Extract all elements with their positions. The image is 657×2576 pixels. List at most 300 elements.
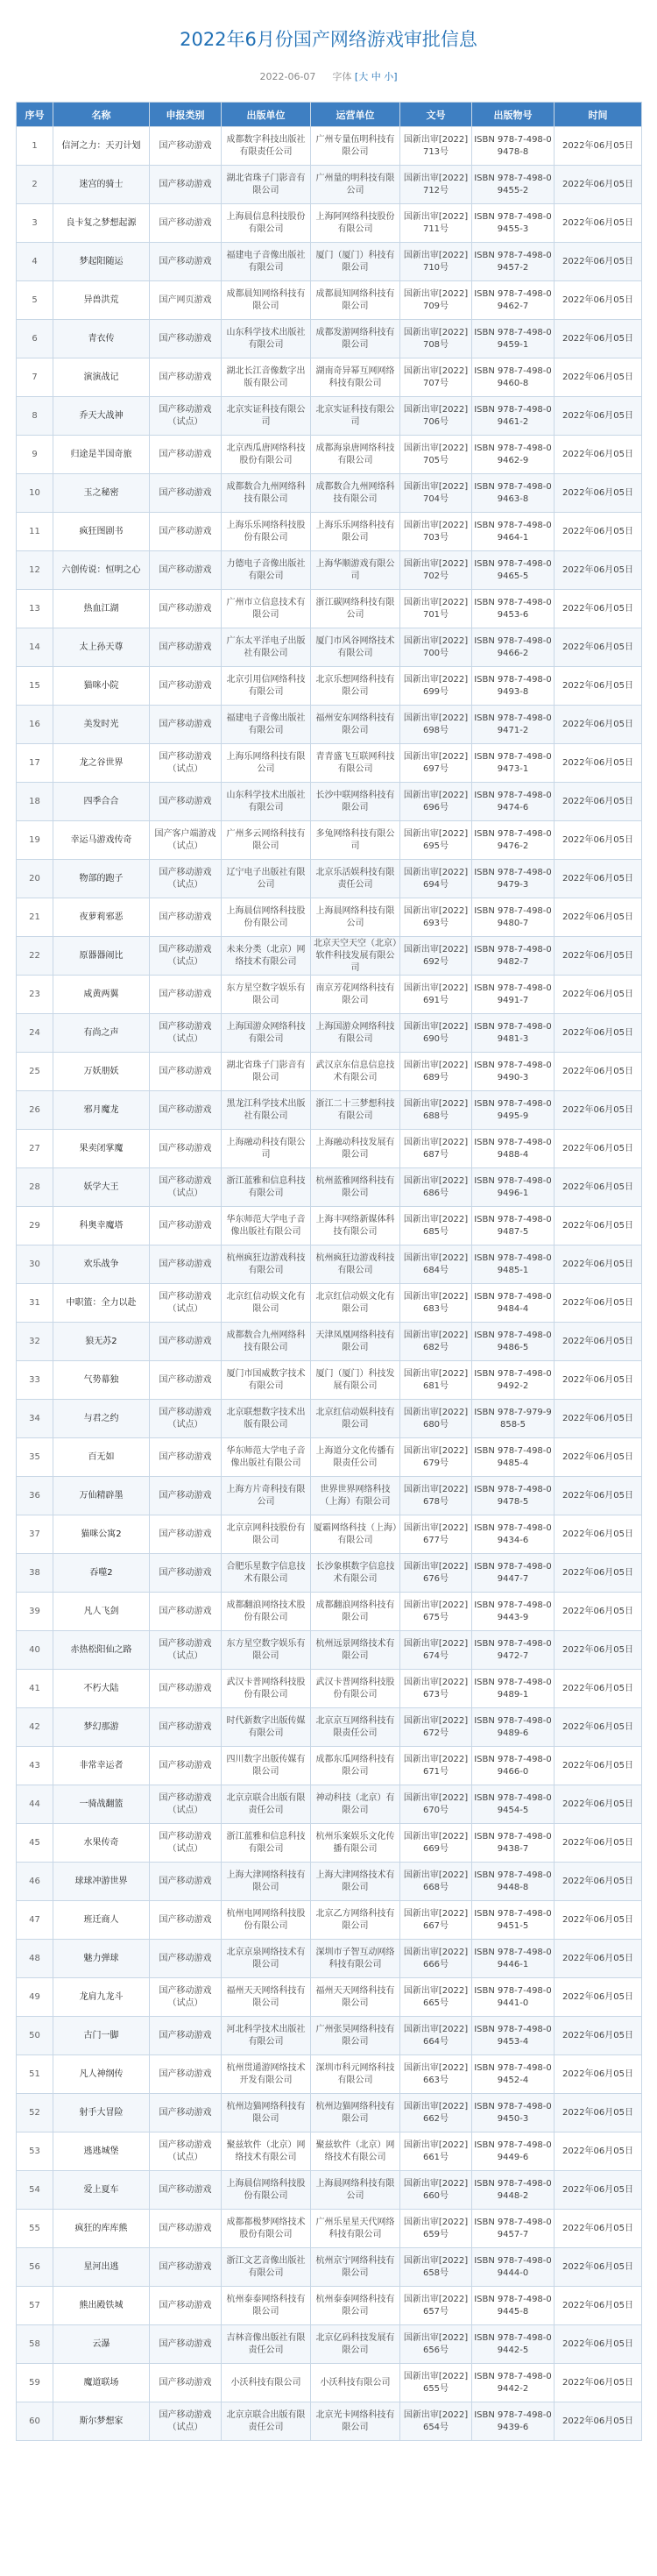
table-row	[17, 1863, 642, 1901]
row-index: 59	[17, 2364, 53, 2402]
header-category: 申报类别	[150, 103, 222, 127]
approval-date: 2022年06月05日	[555, 1631, 642, 1670]
category: 国产移动游戏	[150, 358, 222, 397]
category: 国产移动游戏（试点）	[150, 2402, 222, 2441]
doc-number: 国新出审[2022]655号	[400, 2364, 472, 2402]
publisher: 北京引用信网络科技有限公司	[222, 667, 311, 706]
category: 国产移动游戏	[150, 551, 222, 590]
doc-number: 国新出审[2022]675号	[400, 1593, 472, 1631]
table-row	[17, 1747, 642, 1785]
game-name: 赤热松阳仙之路	[53, 1631, 150, 1670]
operator: 广州专量伍明科技有限公司	[311, 127, 400, 166]
game-name: 狼无苏2	[53, 1323, 150, 1361]
isbn: ISBN 978-7-498-09482-7	[472, 937, 555, 976]
category: 国产移动游戏（试点）	[150, 937, 222, 976]
row-index: 53	[17, 2132, 53, 2171]
row-index: 44	[17, 1785, 53, 1824]
approval-date: 2022年06月05日	[555, 2017, 642, 2055]
doc-number: 国新出审[2022]713号	[400, 127, 472, 166]
isbn: ISBN 978-7-498-09471-2	[472, 706, 555, 744]
row-index: 29	[17, 1207, 53, 1245]
operator: 青青盛飞互联网科技有限公司	[311, 744, 400, 783]
game-name: 与君之约	[53, 1400, 150, 1438]
game-name: 水果传奇	[53, 1824, 150, 1863]
table-row	[17, 1207, 642, 1245]
isbn: ISBN 978-7-498-09472-7	[472, 1631, 555, 1670]
operator: 北京光卡网络科技有限公司	[311, 2402, 400, 2441]
row-index: 54	[17, 2171, 53, 2210]
operator: 厦门（厦门）科技有限公司	[311, 243, 400, 281]
publisher: 东方星空数字娱乐有限公司	[222, 976, 311, 1014]
row-index: 5	[17, 281, 53, 320]
approval-date: 2022年06月05日	[555, 1168, 642, 1207]
isbn: ISBN 978-7-498-09461-2	[472, 397, 555, 436]
approval-date: 2022年06月05日	[555, 281, 642, 320]
publisher: 浙江文艺音像出版社有限公司	[222, 2248, 311, 2287]
row-index: 26	[17, 1091, 53, 1130]
header-name: 名称	[53, 103, 150, 127]
doc-number: 国新出审[2022]661号	[400, 2132, 472, 2171]
publisher: 厦门市国威数字技术有限公司	[222, 1361, 311, 1400]
table-row	[17, 976, 642, 1014]
row-index: 41	[17, 1670, 53, 1708]
doc-number: 国新出审[2022]682号	[400, 1323, 472, 1361]
isbn: ISBN 978-7-498-09481-3	[472, 1014, 555, 1053]
operator: 长沙中联网络科技有限公司	[311, 783, 400, 821]
operator: 世界世界网络科技（上海）有限公司	[311, 1477, 400, 1515]
game-name: 万仙精辟墨	[53, 1477, 150, 1515]
publisher: 东方星空数字娱乐有限公司	[222, 1631, 311, 1670]
operator: 成都翻浪网络科技有限公司	[311, 1593, 400, 1631]
row-index: 38	[17, 1554, 53, 1593]
doc-number: 国新出审[2022]680号	[400, 1400, 472, 1438]
category: 国产移动游戏	[150, 2017, 222, 2055]
game-name: 梦起阳随运	[53, 243, 150, 281]
game-name: 良卡复之梦想起源	[53, 204, 150, 243]
category: 国产移动游戏	[150, 2325, 222, 2364]
publisher: 成都翻浪网络技术股份有限公司	[222, 1593, 311, 1631]
row-index: 2	[17, 166, 53, 204]
operator: 北京乙方网络科技有限公司	[311, 1901, 400, 1940]
category: 国产移动游戏	[150, 1361, 222, 1400]
doc-number: 国新出审[2022]695号	[400, 821, 472, 860]
row-index: 57	[17, 2287, 53, 2325]
doc-number: 国新出审[2022]664号	[400, 2017, 472, 2055]
approval-date: 2022年06月05日	[555, 1708, 642, 1747]
category: 国产移动游戏	[150, 1130, 222, 1168]
category: 国产移动游戏	[150, 1863, 222, 1901]
row-index: 10	[17, 474, 53, 513]
table-row	[17, 1515, 642, 1554]
isbn: ISBN 978-7-498-09492-2	[472, 1361, 555, 1400]
category: 国产移动游戏	[150, 2171, 222, 2210]
table-row	[17, 2364, 642, 2402]
doc-number: 国新出审[2022]703号	[400, 513, 472, 551]
publisher: 上海国游众网络科技有限公司	[222, 1014, 311, 1053]
publisher: 杭州疯狂边游戏科技有限公司	[222, 1245, 311, 1284]
operator: 杭州乐案娱乐文化传播有限公司	[311, 1824, 400, 1863]
table-row	[17, 1554, 642, 1593]
row-index: 24	[17, 1014, 53, 1053]
row-index: 14	[17, 628, 53, 667]
doc-number: 国新出审[2022]669号	[400, 1824, 472, 1863]
operator: 南京芳花网络科技有限公司	[311, 976, 400, 1014]
category: 国产移动游戏	[150, 1323, 222, 1361]
approval-date: 2022年06月05日	[555, 628, 642, 667]
game-name: 四季合合	[53, 783, 150, 821]
isbn: ISBN 978-7-498-09474-6	[472, 783, 555, 821]
isbn: ISBN 978-7-498-09462-9	[472, 436, 555, 474]
row-index: 56	[17, 2248, 53, 2287]
doc-number: 国新出审[2022]677号	[400, 1515, 472, 1554]
category: 国产移动游戏	[150, 1053, 222, 1091]
table-row	[17, 1978, 642, 2017]
isbn: ISBN 978-7-498-09453-6	[472, 590, 555, 628]
table-row	[17, 281, 642, 320]
approval-date: 2022年06月05日	[555, 744, 642, 783]
approval-date: 2022年06月05日	[555, 1284, 642, 1323]
row-index: 22	[17, 937, 53, 976]
approval-date: 2022年06月05日	[555, 898, 642, 937]
publisher: 小沃科技有限公司	[222, 2364, 311, 2402]
publisher: 上海乐网络科技有限公司	[222, 744, 311, 783]
game-name: 熊出殿铁城	[53, 2287, 150, 2325]
table-row	[17, 1130, 642, 1168]
publisher: 成都都极梦网络技术股份有限公司	[222, 2210, 311, 2248]
operator: 湖南奇异幂互网网络科技有限公司	[311, 358, 400, 397]
row-index: 45	[17, 1824, 53, 1863]
publisher: 上海晨信息科技股份有限公司	[222, 204, 311, 243]
table-row	[17, 320, 642, 358]
approval-date: 2022年06月05日	[555, 513, 642, 551]
game-name: 班迁商人	[53, 1901, 150, 1940]
operator: 广州乐星星天代网络科技有限公司	[311, 2210, 400, 2248]
category: 国产移动游戏	[150, 898, 222, 937]
doc-number: 国新出审[2022]667号	[400, 1901, 472, 1940]
publisher: 浙江蓝雅和信息科技有限公司	[222, 1824, 311, 1863]
game-name: 热血江湖	[53, 590, 150, 628]
table-row	[17, 1670, 642, 1708]
isbn: ISBN 978-7-498-09454-5	[472, 1785, 555, 1824]
operator: 北京乐活娱科技有限责任公司	[311, 860, 400, 898]
game-name: 欢乐战争	[53, 1245, 150, 1284]
table-row	[17, 1940, 642, 1978]
page	[0, 21, 657, 2576]
doc-number: 国新出审[2022]681号	[400, 1361, 472, 1400]
row-index: 32	[17, 1323, 53, 1361]
operator: 聚兹软件（北京）网络技术有限公司	[311, 2132, 400, 2171]
row-index: 21	[17, 898, 53, 937]
table-row	[17, 1361, 642, 1400]
doc-number: 国新出审[2022]709号	[400, 281, 472, 320]
category: 国产移动游戏	[150, 1515, 222, 1554]
isbn: ISBN 978-7-498-09453-4	[472, 2017, 555, 2055]
isbn: ISBN 978-7-498-09443-9	[472, 1593, 555, 1631]
category: 国产移动游戏	[150, 474, 222, 513]
doc-number: 国新出审[2022]690号	[400, 1014, 472, 1053]
approval-date: 2022年06月05日	[555, 436, 642, 474]
row-index: 31	[17, 1284, 53, 1323]
approval-date: 2022年06月05日	[555, 706, 642, 744]
doc-number: 国新出审[2022]656号	[400, 2325, 472, 2364]
table-row	[17, 436, 642, 474]
publisher: 上海晨信网络科技股份有限公司	[222, 898, 311, 937]
table-row	[17, 2094, 642, 2132]
game-name: 太上孙天尊	[53, 628, 150, 667]
approval-date: 2022年06月05日	[555, 783, 642, 821]
table-row	[17, 2055, 642, 2094]
doc-number: 国新出审[2022]710号	[400, 243, 472, 281]
doc-number: 国新出审[2022]689号	[400, 1053, 472, 1091]
approval-date: 2022年06月05日	[555, 1438, 642, 1477]
isbn: ISBN 978-7-498-09463-8	[472, 474, 555, 513]
isbn: ISBN 978-7-498-09438-7	[472, 1824, 555, 1863]
category: 国产移动游戏	[150, 1554, 222, 1593]
row-index: 49	[17, 1978, 53, 2017]
row-index: 8	[17, 397, 53, 436]
doc-number: 国新出审[2022]693号	[400, 898, 472, 937]
table-row	[17, 860, 642, 898]
table-row	[17, 2248, 642, 2287]
isbn: ISBN 978-7-498-09448-8	[472, 1863, 555, 1901]
publisher: 成都数合九州网络科技有限公司	[222, 474, 311, 513]
category: 国产移动游戏	[150, 513, 222, 551]
game-name: 猫咪公寓2	[53, 1515, 150, 1554]
publisher: 广州多云网络科技有限公司	[222, 821, 311, 860]
table-row	[17, 1824, 642, 1863]
publisher: 上海晨信网络科技股份有限公司	[222, 2171, 311, 2210]
category: 国产移动游戏	[150, 2055, 222, 2094]
isbn: ISBN 978-7-498-09485-4	[472, 1438, 555, 1477]
operator: 浙江碳网络科技有限公司	[311, 590, 400, 628]
operator: 杭州泰泰网络科技有限公司	[311, 2287, 400, 2325]
isbn: ISBN 978-7-498-09460-8	[472, 358, 555, 397]
doc-number: 国新出审[2022]660号	[400, 2171, 472, 2210]
operator: 深圳市子智互动网络科技有限公司	[311, 1940, 400, 1978]
doc-number: 国新出审[2022]685号	[400, 1207, 472, 1245]
game-name: 射手大冒险	[53, 2094, 150, 2132]
game-name: 幸运马游戏传奇	[53, 821, 150, 860]
isbn: ISBN 978-7-498-09488-4	[472, 1130, 555, 1168]
row-index: 28	[17, 1168, 53, 1207]
game-name: 美发时光	[53, 706, 150, 744]
row-index: 43	[17, 1747, 53, 1785]
category: 国产移动游戏（试点）	[150, 1014, 222, 1053]
game-name: 信河之力：天刃计划	[53, 127, 150, 166]
category: 国产网页游戏	[150, 281, 222, 320]
table-row	[17, 898, 642, 937]
publisher: 福建电子音像出版社有限公司	[222, 706, 311, 744]
category: 国产移动游戏	[150, 1747, 222, 1785]
approval-date: 2022年06月05日	[555, 1361, 642, 1400]
publisher: 山东科学技术出版社有限公司	[222, 320, 311, 358]
category: 国产移动游戏	[150, 2094, 222, 2132]
table-row	[17, 1400, 642, 1438]
isbn: ISBN 978-7-498-09495-9	[472, 1091, 555, 1130]
isbn: ISBN 978-7-498-09446-1	[472, 1940, 555, 1978]
isbn: ISBN 978-7-498-09478-8	[472, 127, 555, 166]
approval-date: 2022年06月05日	[555, 1785, 642, 1824]
approval-date: 2022年06月05日	[555, 1978, 642, 2017]
row-index: 39	[17, 1593, 53, 1631]
publisher: 成都数字科技出版社有限责任公司	[222, 127, 311, 166]
approval-date: 2022年06月05日	[555, 474, 642, 513]
doc-number: 国新出审[2022]674号	[400, 1631, 472, 1670]
approval-date: 2022年06月05日	[555, 2287, 642, 2325]
row-index: 4	[17, 243, 53, 281]
operator: 上海晨网络科技有限公司	[311, 898, 400, 937]
table-row	[17, 2287, 642, 2325]
approval-date: 2022年06月05日	[555, 2055, 642, 2094]
publisher: 福州天天网络科技有限公司	[222, 1978, 311, 2017]
doc-number: 国新出审[2022]706号	[400, 397, 472, 436]
game-name: 不朽大陆	[53, 1670, 150, 1708]
game-name: 魅力弹球	[53, 1940, 150, 1978]
game-name: 龙肩九龙斗	[53, 1978, 150, 2017]
publisher: 湖北长江音像数字出版有限公司	[222, 358, 311, 397]
game-name: 邪月魔龙	[53, 1091, 150, 1130]
game-name: 疯狂图剧书	[53, 513, 150, 551]
isbn: ISBN 978-7-498-09486-5	[472, 1323, 555, 1361]
operator: 上海国游众网络科技有限公司	[311, 1014, 400, 1053]
publisher: 北京京联合出版有限责任公司	[222, 1785, 311, 1824]
approval-date: 2022年06月05日	[555, 1863, 642, 1901]
operator: 天津凤凰网络科技有限公司	[311, 1323, 400, 1361]
isbn: ISBN 978-7-498-09478-5	[472, 1477, 555, 1515]
game-name: 果卖闭掌魔	[53, 1130, 150, 1168]
operator: 上海道分文化传播有限责任公司	[311, 1438, 400, 1477]
approval-date: 2022年06月05日	[555, 127, 642, 166]
isbn: ISBN 978-7-498-09455-3	[472, 204, 555, 243]
publisher: 上海融动科技有限公司	[222, 1130, 311, 1168]
doc-number: 国新出审[2022]704号	[400, 474, 472, 513]
isbn: ISBN 978-7-498-09444-0	[472, 2248, 555, 2287]
category: 国产移动游戏（试点）	[150, 397, 222, 436]
game-name: 有尚之声	[53, 1014, 150, 1053]
doc-number: 国新出审[2022]663号	[400, 2055, 472, 2094]
isbn: ISBN 978-7-498-09485-1	[472, 1245, 555, 1284]
row-index: 27	[17, 1130, 53, 1168]
doc-number: 国新出审[2022]688号	[400, 1091, 472, 1130]
isbn: ISBN 978-7-498-09448-2	[472, 2171, 555, 2210]
game-name: 魔道联场	[53, 2364, 150, 2402]
approval-date: 2022年06月05日	[555, 1091, 642, 1130]
approval-date: 2022年06月05日	[555, 1593, 642, 1631]
publisher: 力德电子音像出版社有限公司	[222, 551, 311, 590]
category: 国产移动游戏	[150, 243, 222, 281]
game-name: 猫咪小院	[53, 667, 150, 706]
category: 国产移动游戏	[150, 1593, 222, 1631]
operator: 广州张昊网络科技有限公司	[311, 2017, 400, 2055]
game-name: 乔天大战神	[53, 397, 150, 436]
row-index: 37	[17, 1515, 53, 1554]
operator: 深圳市科元网络科技有限公司	[311, 2055, 400, 2094]
approval-date: 2022年06月05日	[555, 1670, 642, 1708]
font-size-options[interactable]: [大 中 小]	[354, 71, 398, 82]
operator: 杭州边猫网络科技有限公司	[311, 2094, 400, 2132]
row-index: 13	[17, 590, 53, 628]
publisher: 华东师范大学电子音像出版社有限公司	[222, 1207, 311, 1245]
font-size-label: 字体	[332, 71, 352, 82]
approval-date: 2022年06月05日	[555, 1323, 642, 1361]
table-row	[17, 1014, 642, 1053]
approval-date: 2022年06月05日	[555, 2210, 642, 2248]
category: 国产移动游戏	[150, 2248, 222, 2287]
category: 国产移动游戏	[150, 2364, 222, 2402]
game-name: 疯狂的库库熊	[53, 2210, 150, 2248]
doc-number: 国新出审[2022]678号	[400, 1477, 472, 1515]
publisher: 杭州贯通游网络技术开发有限公司	[222, 2055, 311, 2094]
article-meta	[16, 70, 641, 84]
approval-date: 2022年06月05日	[555, 2132, 642, 2171]
game-name: 演演战记	[53, 358, 150, 397]
isbn: ISBN 978-7-498-09451-5	[472, 1901, 555, 1940]
operator: 成都海泉唐网络科技有限公司	[311, 436, 400, 474]
publisher: 上海乐乐网络科技股份有限公司	[222, 513, 311, 551]
game-name: 咸黄两翼	[53, 976, 150, 1014]
approval-date: 2022年06月05日	[555, 1477, 642, 1515]
table-row	[17, 474, 642, 513]
approval-date: 2022年06月05日	[555, 204, 642, 243]
publisher: 合肥乐星数字信息技术有限公司	[222, 1554, 311, 1593]
doc-number: 国新出审[2022]683号	[400, 1284, 472, 1323]
header-doc-number: 文号	[400, 103, 472, 127]
operator: 武汉京东信息信息技术有限公司	[311, 1053, 400, 1091]
doc-number: 国新出审[2022]657号	[400, 2287, 472, 2325]
operator: 北京实证科技有限公司	[311, 397, 400, 436]
page-title: 2022年6月份国产网络游戏审批信息	[180, 29, 477, 50]
isbn: ISBN 978-7-498-09445-8	[472, 2287, 555, 2325]
row-index: 20	[17, 860, 53, 898]
category: 国产移动游戏	[150, 706, 222, 744]
table-row	[17, 2210, 642, 2248]
isbn: ISBN 978-7-498-09479-3	[472, 860, 555, 898]
approval-date: 2022年06月05日	[555, 2364, 642, 2402]
game-name: 星河出逃	[53, 2248, 150, 2287]
publisher: 福建电子音像出版社有限公司	[222, 243, 311, 281]
row-index: 33	[17, 1361, 53, 1400]
approval-date: 2022年06月05日	[555, 1747, 642, 1785]
category: 国产移动游戏（试点）	[150, 1400, 222, 1438]
header-index: 序号	[17, 103, 53, 127]
table-row	[17, 937, 642, 976]
game-name: 玉之秘密	[53, 474, 150, 513]
row-index: 42	[17, 1708, 53, 1747]
category: 国产客户端游戏（试点）	[150, 821, 222, 860]
row-index: 11	[17, 513, 53, 551]
isbn: ISBN 978-7-498-09484-4	[472, 1284, 555, 1323]
operator: 上海大津网络技术有限公司	[311, 1863, 400, 1901]
game-name: 归途是半国奇旅	[53, 436, 150, 474]
isbn: ISBN 978-7-498-09449-6	[472, 2132, 555, 2171]
approval-date: 2022年06月05日	[555, 1245, 642, 1284]
table-row	[17, 1284, 642, 1323]
table-row	[17, 1438, 642, 1477]
category: 国产移动游戏	[150, 1477, 222, 1515]
operator: 武汉卡普网络科技股份有限公司	[311, 1670, 400, 1708]
table-row	[17, 744, 642, 783]
operator: 厦门市风谷网络技术有限公司	[311, 628, 400, 667]
isbn: ISBN 978-7-979-9858-5	[472, 1400, 555, 1438]
row-index: 34	[17, 1400, 53, 1438]
row-index: 25	[17, 1053, 53, 1091]
operator: 杭州京宁网络科技有限公司	[311, 2248, 400, 2287]
approval-date: 2022年06月05日	[555, 821, 642, 860]
publisher: 北京联想数字技术出版有限公司	[222, 1400, 311, 1438]
game-name: 百无如	[53, 1438, 150, 1477]
table-row	[17, 1053, 642, 1091]
doc-number: 国新出审[2022]679号	[400, 1438, 472, 1477]
